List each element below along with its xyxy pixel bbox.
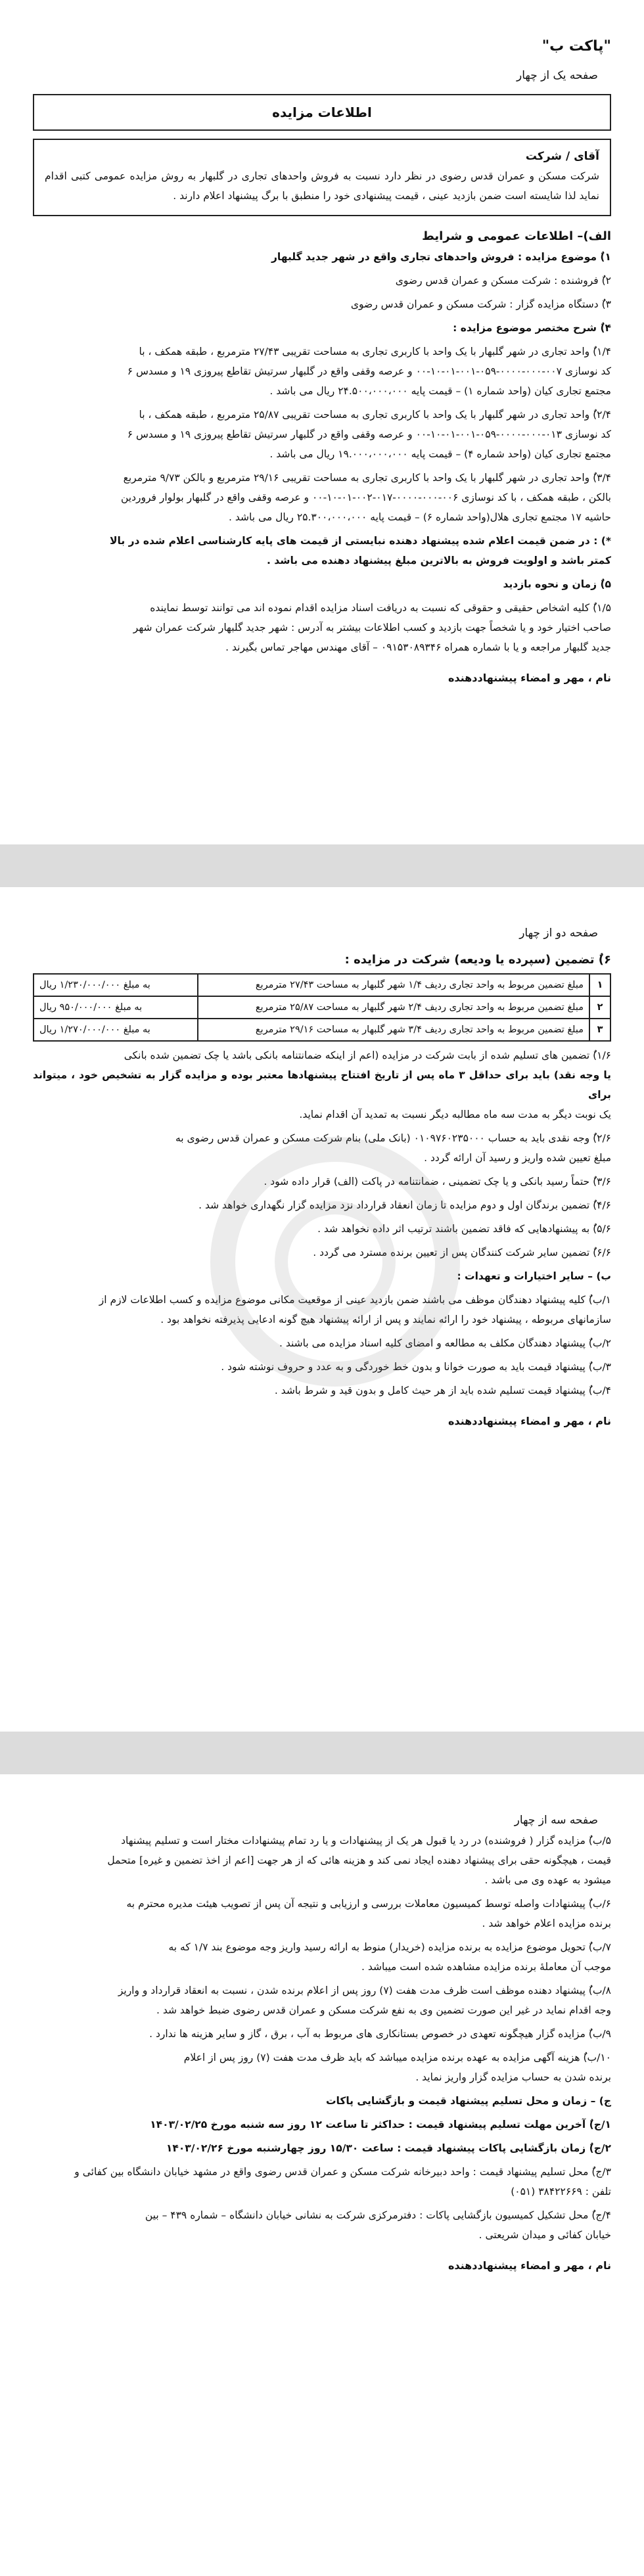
clause-unit-3: ۳/۴)ٌ واحد تجاری در شهر گلبهار با یک واحد با کاربری تجاری به مساحت تقریبی ۲۹/۱۶ مترمربع و بالکن ۹/۷۳ مترمربع	[123, 472, 611, 484]
clause-visit-1: ۱/۵)ٌ کلیه اشخاص حقیقی و حقوقی که نسبت به دریافت اسناد مزایده اقدام نموده اند می توانند توسط نماینده	[150, 602, 611, 614]
clause-unit-2-cont: کد نوسازی ۰۱۳-۰۰۰-۰۰۰۰-۰۵۹-۰۰۱-۰۱-۱۰-۰۰ و عرصه وقفی واقع در گلبهار سرتیش تقاطع پیروزی ۱۹ و مسدس ۶	[127, 428, 611, 440]
clause-price-note-cont: کمتر باشد و اولویت فروش به بالاترین مبلغ پیشنهاد دهنده می باشد .	[267, 555, 611, 566]
clause-text: ۹/ب)ٌ مزایده گزار هیچگونه تعهدی در خصوص بستانکاری های مربوط به آب ، برق ، گاز و سایر هزینه ها ندارد .	[149, 2028, 611, 2040]
clause-visit-1-contact: جدید گلبهار مراجعه و یا با شماره همراه ۰۹۱۵۳۰۸۹۳۴۶ – آقای مهندس مهاجر تماس بگیرند .	[225, 641, 611, 653]
page-separator	[0, 1732, 644, 1774]
clause-visit: ۵)ٌ زمان و نحوه بازدید	[503, 578, 611, 590]
clause-text: ۶/ب)ٌ پیشنهادات واصله توسط کمیسیون معاملات بررسی و ارزیابی و نتیجه آن پس از تصویب هیئت مدیره محترم به	[126, 1898, 611, 1910]
clause-seller: ۲)ٌ فروشنده : شرکت مسکن و عمران قدس رضوی	[395, 275, 611, 287]
deadline-submission: ۱/ج)ٌ آخرین مهلت تسلیم پیشنهاد قیمت : حداکثر تا ساعت ۱۲ روز سه شنبه مورخ ۱۴۰۳/۰۲/۲۵	[150, 2119, 611, 2130]
clause-unit-1-cont: کد نوسازی ۰۰۷-۰۰۰-۰۰۰۰-۰۵۹-۰۰۱-۰۱-۱۰-۰۰ و عرصه وقفی واقع در گلبهار سرتیش تقاطع پیروزی ۱۹ و مسدس ۶	[127, 365, 611, 377]
clause-unit-3-cont: بالکن ، طبقه همکف ، با کد نوسازی ۰۰۶-۰۰۰-۰۰۰۰-۰۱۷-۰۰۲-۰۱-۱۰-۰۰ و عرصه وقفی واقع در گلبهار بولوار فروردین	[120, 492, 611, 503]
table-row	[34, 1019, 610, 1041]
clause-text: ۴/ب)ٌ پیشنهاد قیمت تسلیم شده باید از هر حیث کامل و بدون قید و شرط باشد .	[274, 1385, 611, 1396]
page-label: صفحه دو از چهار	[519, 927, 598, 940]
clause-unit-1-price: مجتمع تجاری کیان (واحد شماره ۱) – قیمت پایه ۲۴.۵۰۰،۰۰۰،۰۰۰ ریال می باشد .	[269, 385, 611, 397]
clause-text: ۱۰/ب)ٌ هزینه آگهی مزایده به عهده برنده مزایده میباشد که باید ظرف مدت هفت (۷) روز پس از اعلام	[183, 2052, 611, 2063]
clause-text: ۷/ب)ٌ تحویل موضوع مزایده به برنده مزایده (خریدار) منوط به ارائه رسید واریز وجه موضوع بند ۱/۷ که به	[168, 1941, 611, 1953]
row-number: ۱	[589, 974, 610, 996]
page-label: صفحه سه از چهار	[514, 1814, 598, 1827]
row-number: ۲	[589, 996, 610, 1019]
clause-price-note: *) : در ضمن قیمت اعلام شده پیشنهاد دهنده نبایستی از قیمت های پایه کارشناسی اعلام شده در بالا	[110, 535, 611, 547]
row-description: مبلغ تضمین مربوط به واحد تجاری ردیف ۱/۴ شهر گلبهار به مساحت ۲۷/۴۳ مترمربع	[198, 974, 589, 996]
table-row	[34, 974, 610, 996]
clause-text: برنده مزایده اعلام خواهد شد .	[482, 1918, 611, 1929]
clause-text: مبلغ تعیین شده واریز و رسید آن ارائه گردد .	[424, 1152, 611, 1164]
clause-text: میشود به عهده وی می باشد .	[484, 1874, 611, 1886]
guarantee-title: ۶)ٌ تضمین (سپرده یا ودیعه) شرکت در مزایده :	[344, 953, 611, 967]
clause-unit-2-price: مجتمع تجاری کیان (واحد شماره ۴) – قیمت پایه ۱۹.۰۰۰،۰۰۰،۰۰۰ ریال می باشد .	[269, 448, 611, 460]
table-row	[34, 996, 610, 1019]
intro-text: شرکت مسکن و عمران قدس رضوی در نظر دارد نسبت به فروش واحدهای تجاری در گلبهار به روش مزایده عمومی کتبی اقدام نماید لذا شایسته است ضمن بازدید عینی ، قیمت پیشنهادی خود را منطبق با برگ پیشنهاد اعلام دارند .	[45, 170, 599, 202]
row-number: ۳	[589, 1019, 610, 1041]
sheet-page-two	[0, 887, 644, 1732]
submission-location: ۳/ج)ٌ محل تسلیم پیشنهاد قیمت : واحد دبیرخانه شرکت مسکن و عمران قدس رضوی واقع در مشهد خیابان دانشگاه بین کفائی و	[74, 2166, 611, 2178]
sheet-page-one	[0, 0, 644, 844]
commission-location-cont: خیابان کفائی و میدان شریعتی .	[478, 2229, 611, 2241]
clause-text: برنده شدن به حساب مزایده گزار واریز نماید .	[415, 2071, 611, 2083]
clause-unit-3-price: حاشیه ۱۷ مجتمع تجاری هلال(واحد شماره ۶) – قیمت پایه ۲۵.۳۰۰،۰۰۰،۰۰۰ ریال می باشد .	[229, 511, 611, 523]
clause-text: یا وجه نقد) باید برای حداقل ۳ ماه پس از تاریخ افتتاح پیشنهادها معتبر بوده و مزایده گزار به تشخیص خود ، میتواند برای	[33, 1069, 611, 1101]
clause-text: ۲/ب)ٌ پیشنهاد دهندگان مکلف به مطالعه و امضای کلیه اسناد مزایده می باشند .	[279, 1337, 611, 1349]
clause-unit-2: ۲/۴)ٌ واحد تجاری در شهر گلبهار با یک واحد با کاربری تجاری به مساحت تقریبی ۲۵/۸۷ مترمربع ، طبقه همکف ، با	[139, 409, 611, 421]
clause-text: یک نوبت دیگر به مدت سه ماه مطالبه دیگر نسبت به تمدید آن اقدام نماید.	[299, 1109, 611, 1120]
intro-heading: آقای / شرکت	[525, 150, 599, 163]
clause-text: ۲/۶)ٌ وجه نقدی باید به حساب ۰۱۰۹۷۶۰۲۳۵۰۰۰ (بانک ملی) بنام شرکت مسکن و عمران قدس رضوی به	[175, 1132, 611, 1144]
signature-line: نام ، مهر و امضاء پیشنهاددهنده	[448, 2259, 611, 2272]
clause-description: ۴)ٌ شرح مختصر موضوع مزایده :	[453, 322, 611, 334]
row-description: مبلغ تضمین مربوط به واحد تجاری ردیف ۳/۴ شهر گلبهار به مساحت ۲۹/۱۶ مترمربع	[198, 1019, 589, 1041]
clause-text: ۳/ب)ٌ پیشنهاد قیمت باید به صورت خوانا و بدون خط خوردگی و به عدد و حروف نوشته شود .	[221, 1361, 611, 1373]
intro-box	[33, 139, 611, 216]
commission-location: ۴/ج)ٌ محل تشکیل کمیسیون بازگشایی پاکات : دفترمرکزی شرکت به نشانی خیابان دانشگاه – شماره ۴۳۹ – بین	[145, 2209, 611, 2221]
deadline-opening: ۲/ج)ٌ زمان بازگشایی پاکات پیشنهاد قیمت : ساعت ۱۵/۳۰ روز چهارشنبه مورخ ۱۴۰۳/۰۲/۲۶	[166, 2142, 611, 2154]
clause-unit-1: ۱/۴)ٌ واحد تجاری در شهر گلبهار با یک واحد با کاربری تجاری به مساحت تقریبی ۲۷/۴۳ مترمربع ، طبقه همکف ، با	[139, 346, 611, 357]
clause-text: ۵/۶)ٌ به پیشنهادهایی که فاقد تضمین باشند ترتیب اثر داده نخواهد شد .	[317, 1223, 611, 1235]
clause-text: ۴/۶)ٌ تضمین برندگان اول و دوم مزایده تا زمان انعقاد قرارداد نزد مزایده گزار نگهداری خواهد شد .	[198, 1199, 611, 1211]
row-description: مبلغ تضمین مربوط به واحد تجاری ردیف ۲/۴ شهر گلبهار به مساحت ۲۵/۸۷ مترمربع	[198, 996, 589, 1019]
page-separator	[0, 844, 644, 887]
clause-text: ۶/۶)ٌ تضمین سایر شرکت کنندگان پس از تعیین برنده مسترد می گردد .	[313, 1247, 611, 1258]
section-title: ج) – زمان و محل تسلیم پیشنهاد قیمت و بازگشایی پاکات	[325, 2095, 611, 2107]
clause-text: سازمانهای مربوطه ، پیشنهاد خود را ارائه نمایند و پس از ارائه پیشنهاد هیچ گونه ادعایی پذیرفته نخواهد بود .	[160, 1314, 611, 1325]
clause-text: وجه اقدام نماید در غیر این صورت تضمین وی به نفع شرکت مسکن و عمران قدس رضوی ضبط خواهد شد .	[156, 2004, 611, 2016]
clause-text: موجب آن معاملۀ برنده مزایده مشاهده شده است میباشد .	[361, 1961, 611, 1973]
signature-line: نام ، مهر و امضاء پیشنهاددهنده	[448, 1415, 611, 1427]
submission-phone: تلفن : ۳۸۴۲۲۶۶۹ (۰۵۱)	[511, 2186, 611, 2197]
clause-text: ۵/ب)ٌ مزایده گزار ( فروشنده) در رد یا قبول هر یک از پیشنهادات و یا رد تمام پیشنهادات مختار است و تسلیم پیشنهاد	[121, 1835, 611, 1847]
row-amount: به مبلغ ۹۵۰/۰۰۰/۰۰۰ ریال	[34, 996, 198, 1019]
section-title: ب) – سایر اختیارات و تعهدات :	[457, 1270, 611, 1282]
clause-text: ۱/۶)ٌ تضمین های تسلیم شده از بابت شرکت در مزایده (اعم از اینکه ضمانتنامه بانکی باشد یا چک تضمین شده بانکی	[124, 1049, 611, 1061]
sheet-page-three	[0, 1774, 644, 2576]
clause-auctioneer: ۳)ٌ دستگاه مزایده گزار : شرکت مسکن و عمران قدس رضوی	[350, 298, 611, 310]
document-title: اطلاعات مزایده	[33, 94, 611, 131]
row-amount: به مبلغ ۱/۲۳۰/۰۰۰/۰۰۰ ریال	[34, 974, 198, 996]
clause-text: قیمت ، هیچگونه حقی برای پیشنهاد دهنده ایجاد نمی کند و هزینه هائی که از هر جهت [اعم از اخذ تضمین و غیره] متحمل	[107, 1854, 611, 1866]
section-title: الف)– اطلاعات عمومی و شرایط	[422, 229, 611, 243]
clause-text: ۳/۶)ٌ حتماً رسید بانکی و یا چک تضمینی ، ضمانتنامه در پاکت (الف) قرار داده شود .	[264, 1176, 611, 1187]
guarantee-table	[33, 973, 611, 1042]
clause-visit-1-cont: صاحب اختیار خود و یا شخصاً جهت بازدید و کسب اطلاعات بیشتر به آدرس : شهر جدید گلبهار شرکت عمران شهر	[133, 622, 611, 633]
packet-label: "پاکت ب"	[541, 38, 611, 55]
clause-text: ۸/ب)ٌ پیشنهاد دهنده موظف است ظرف مدت هفت (۷) روز پس از اعلام برنده شدن ، نسبت به انعقاد قرارداد و واریز	[118, 1985, 611, 1996]
clause-text: ۱/ب)ٌ کلیه پیشنهاد دهندگان موظف می باشند ضمن بازدید عینی از موقعیت مکانی موضوع مزایده و کسب اطلاعات لازم از	[99, 1294, 611, 1306]
row-amount: به مبلغ ۱/۲۷۰/۰۰۰/۰۰۰ ریال	[34, 1019, 198, 1041]
signature-line: نام ، مهر و امضاء پیشنهاددهنده	[448, 672, 611, 684]
page-label: صفحه یک از چهار	[517, 69, 598, 82]
clause-subject: ۱)ٌ موضوع مزایده : فروش واحدهای تجاری واقع در شهر جدید گلبهار	[271, 251, 611, 263]
